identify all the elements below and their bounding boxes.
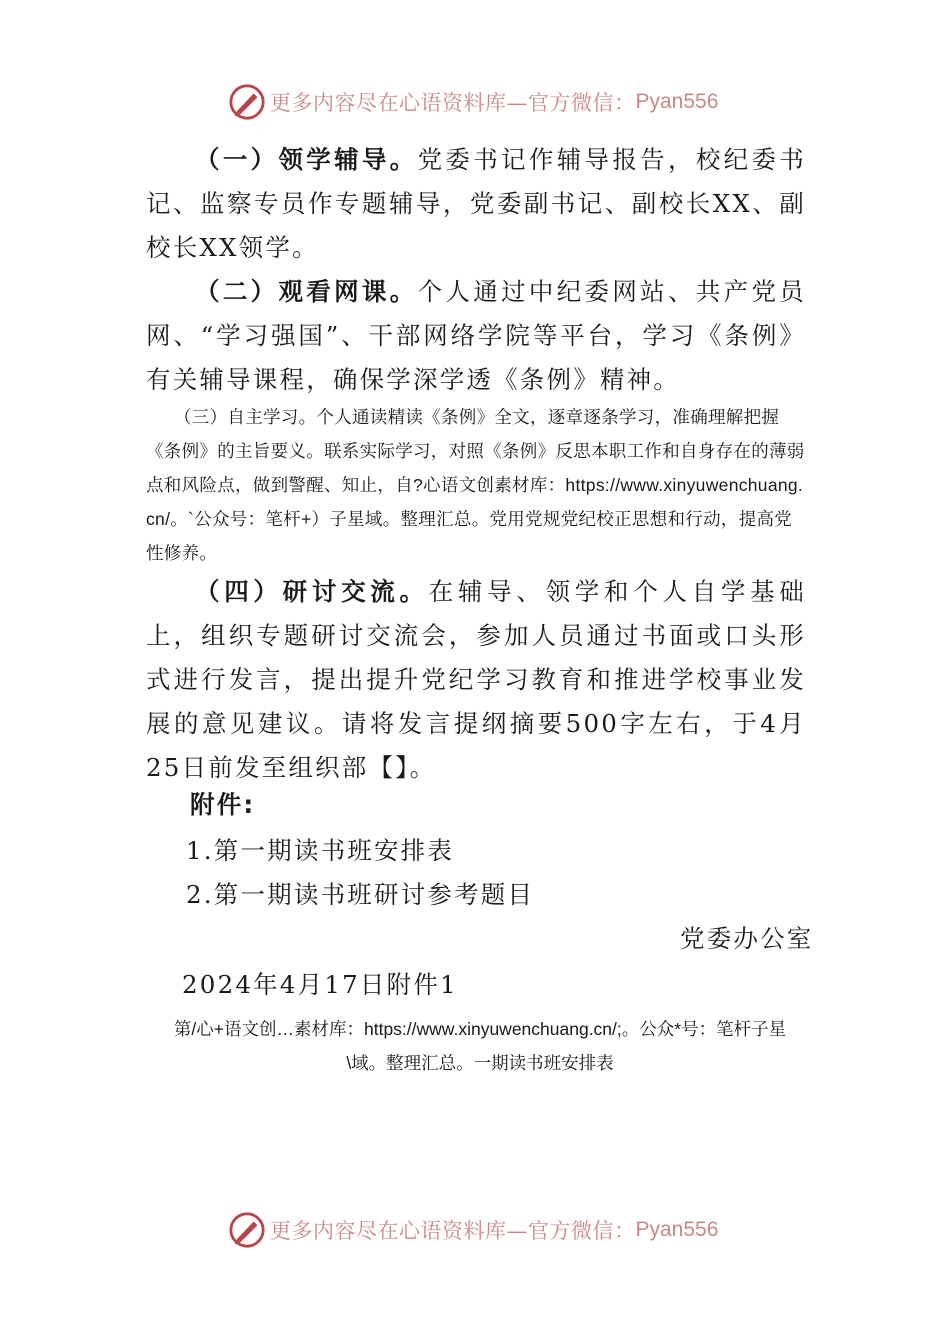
paragraph-1 (146, 138, 806, 270)
banner-wechat-id: Pyan556 (635, 1218, 719, 1241)
banner-wechat-id: Pyan556 (635, 90, 719, 113)
paragraph-2-body: 个人通过中纪委网站、共产党员网、“学习强国”、干部网络学院等平台，学习《条例》有关辅导课程，确保学深学透《条例》精神。 (146, 277, 806, 394)
paragraph-4 (146, 570, 806, 790)
pen-logo-icon (228, 1211, 266, 1249)
banner-text: 更多内容尽在心语资料库—官方微信： (270, 91, 636, 115)
banner-text: 更多内容尽在心语资料库—官方微信： (270, 1219, 636, 1243)
signature: 党委办公室 (680, 924, 814, 953)
watermark-banner-bottom (228, 1210, 718, 1250)
footer-note: 第/心+语文创…素材库：https://www.xinyuwenchuang.cn/;。公众*号：笔杆子星\域。整理汇总。一期读书班安排表 (173, 1019, 787, 1073)
pen-logo-icon (228, 83, 266, 121)
watermark-banner-top (228, 82, 718, 122)
attachment-item-1: 1.第一期读书班安排表 (186, 836, 455, 865)
paragraph-1-heading: （一）领学辅导。 (195, 145, 418, 174)
attachment-item-2: 2.第一期读书班研讨参考题目 (186, 880, 535, 909)
date-line: 2024年4月17日附件1 (182, 970, 458, 999)
paragraph-3: （三）自主学习。个人通读精读《条例》全文，逐章逐条学习，准确理解把握《条例》的主旨要义。联系实际学习，对照《条例》反思本职工作和自身存在的薄弱点和风险点，做到警醒、知止，自?心语文创素材库：https://www.xinyuwenchuang.cn/。`公众号：笔杆+）子星域。整理汇总。党用党规党纪校正思想和行动，提高党性修养。 (146, 407, 805, 563)
paragraph-1-body: 党委书记作辅导报告，校纪委书记、监察专员作专题辅导，党委副书记、副校长XX、副校长XX领学。 (146, 145, 806, 262)
paragraph-4-body: 在辅导、领学和个人自学基础上，组织专题研讨交流会，参加人员通过书面或口头形式进行发言，提出提升党纪学习教育和推进学校事业发展的意见建议。请将发言提纲摘要500字左右，于4月25日前发至组织部【】。 (146, 577, 806, 782)
paragraph-4-heading: （四）研讨交流。 (195, 577, 429, 606)
paragraph-2 (146, 270, 806, 402)
attachments-label: 附件: (190, 790, 256, 819)
paragraph-2-heading: （二）观看网课。 (195, 277, 418, 306)
